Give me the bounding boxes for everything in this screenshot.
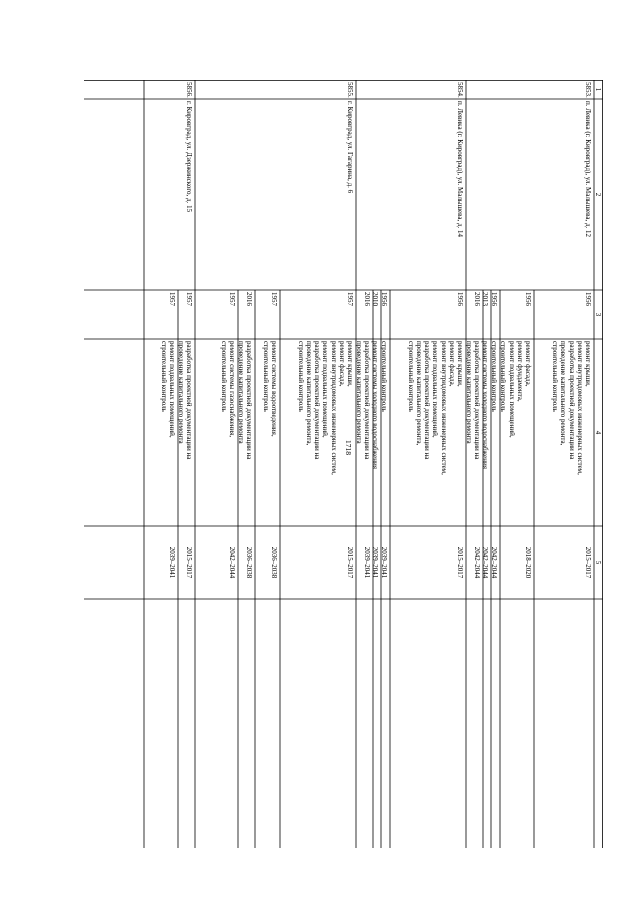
work-line: проведение капитального ремонта, (559, 341, 568, 446)
work-line: строительный контроль (261, 341, 270, 412)
build-year: 2010 (371, 292, 379, 306)
work-line: строительный контроль (219, 341, 228, 412)
header-cell-1: 1 (594, 87, 603, 92)
address: п. Левикa (г. Кировград), ул. Малышева, д. 12 (584, 101, 592, 238)
work-line: ремонт подвальных помещений, (431, 341, 440, 438)
build-year: 2013 (481, 292, 489, 306)
record-number: 5854. (456, 82, 464, 98)
work-line: проведение капитального ремонта, (415, 341, 423, 446)
work-line: ремонт внутридомовых инженерных систем, (575, 341, 584, 475)
build-year: 1956 (584, 292, 592, 306)
period: 2015–2017 (346, 546, 354, 579)
work-line: строительный контроль (380, 341, 388, 412)
build-year: 1957 (228, 292, 236, 306)
period: 2042–2044 (481, 546, 489, 579)
work-line: проведение капитального ремонта (236, 341, 245, 444)
period: 2039–2041 (363, 546, 371, 579)
header-cell-4: 4 (594, 430, 603, 435)
work-line: проведение капитального ремонта (464, 341, 473, 444)
address: п. Левикa (г. Кировград), ул. Малышева, д. 14 (456, 101, 464, 238)
build-year: 2016 (363, 292, 371, 306)
build-year: 1956 (490, 292, 498, 306)
work-line: ремонт крыши, (456, 341, 464, 387)
work-line: ремонт системы холодного водоснабжения (481, 341, 489, 469)
work-line: ремонт крыши, (346, 341, 354, 387)
work-line: разработка проектной документации на (473, 341, 481, 460)
record-number: 5855. (346, 82, 354, 98)
work-line: разработка проектной документации на (363, 341, 371, 460)
work-line: ремонт подвальных помещений, (321, 341, 330, 438)
build-year: 1956 (380, 292, 388, 306)
work-line: строительный контроль (159, 341, 168, 412)
work-line: ремонт крыши, (584, 341, 592, 387)
address: г. Кировград, ул. Дзержинского, д. 15 (185, 101, 193, 213)
period: 2036–2038 (245, 546, 253, 579)
page-number: 1718 (344, 440, 353, 455)
work-line: ремонт фасада, (447, 341, 456, 387)
work-line: разработка проектной документации на (423, 341, 432, 460)
work-line: ремонт внутридомовых инженерных систем, (439, 341, 448, 475)
build-year: 1957 (168, 292, 176, 306)
build-year: 1957 (270, 292, 278, 306)
record-number: 5856. (185, 82, 193, 98)
work-line: строительный контроль (499, 341, 508, 412)
header-cell-3: 3 (594, 312, 603, 317)
work-line: проведение капитального ремонта (176, 341, 185, 444)
header-cell-5: 5 (594, 560, 603, 565)
work-line: ремонт системы холодного водоснабжения (371, 341, 379, 469)
period: 2039–2041 (371, 546, 379, 579)
rotated-table-frame (84, 80, 603, 848)
work-line: проведение капитального ремонта, (305, 341, 313, 446)
work-line: разработка проектной документации на (185, 341, 193, 460)
record-number: 5853. (584, 82, 592, 98)
work-line: ремонт подвальных помещений, (507, 341, 516, 438)
work-line: строительный контроль (490, 341, 498, 412)
work-line: строительный контроль (406, 341, 415, 412)
work-line: разработка проектной документации на (567, 341, 576, 460)
build-year: 2016 (473, 292, 481, 306)
work-line: строительный контроль (551, 341, 560, 412)
work-line: строительный контроль (296, 341, 305, 412)
work-line: разработка проектной документации на (313, 341, 322, 460)
period: 2018–2020 (524, 546, 532, 579)
period: 2036–2038 (270, 546, 278, 579)
work-line: ремонт фундамента, (515, 341, 524, 402)
period: 2042–2044 (473, 546, 481, 579)
work-line: проведение капитального ремонта (354, 341, 363, 444)
period: 2015–2017 (456, 546, 464, 579)
work-line: ремонт фасада, (524, 341, 532, 387)
build-year: 1956 (524, 292, 532, 306)
period: 2039–2041 (380, 546, 388, 579)
build-year: 2016 (245, 292, 253, 306)
table-grid (84, 80, 603, 848)
period: 2042–2044 (228, 546, 236, 579)
work-line: ремонт системы газоснабжения, (228, 341, 236, 438)
header-cell-2: 2 (594, 192, 603, 197)
period: 2015–2017 (185, 546, 193, 579)
registry-table (84, 80, 603, 848)
period: 2042–2044 (490, 546, 498, 579)
build-year: 1957 (346, 292, 354, 306)
build-year: 1956 (456, 292, 464, 306)
work-line: ремонт системы водоотведения, (270, 341, 278, 437)
work-line: ремонт внутридомовых инженерных систем, (329, 341, 338, 475)
build-year: 1957 (185, 292, 193, 306)
address: г. Кировград, ул. Гагарина, д. 6 (346, 101, 354, 194)
period: 2015–2017 (584, 546, 592, 579)
work-line: ремонт подвальных помещений, (168, 341, 176, 438)
period: 2039–2041 (168, 546, 176, 579)
work-line: ремонт фасада, (337, 341, 346, 387)
work-line: разработка проектной документации на (245, 341, 253, 460)
